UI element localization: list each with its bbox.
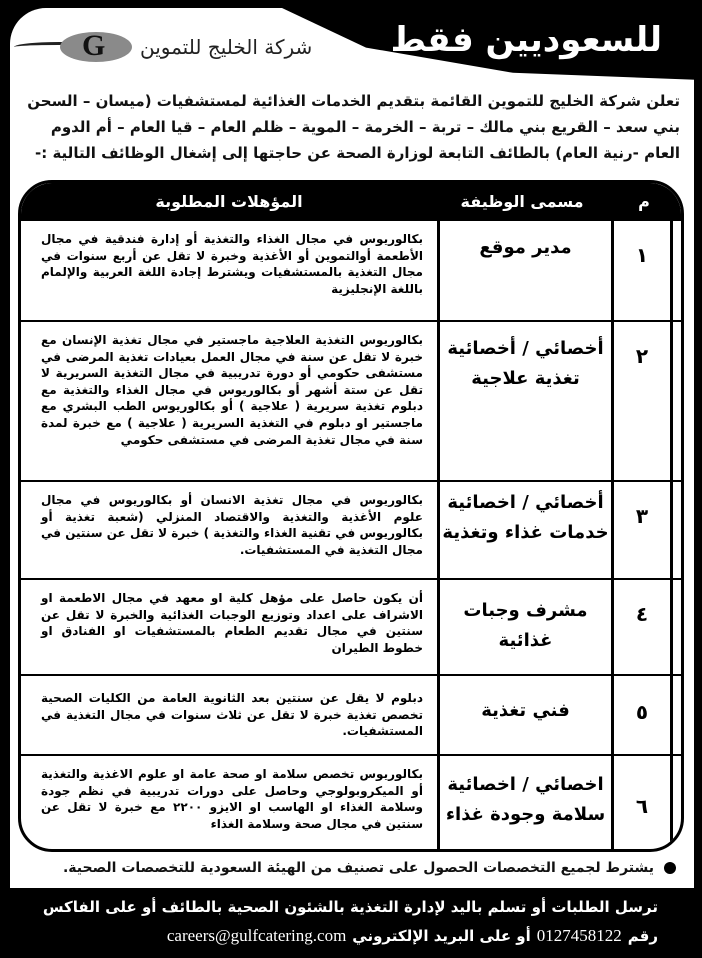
row-number: ٥ (611, 676, 673, 754)
job-title: أخصائي / اخصائية خدمات غذاء وتغذية (437, 482, 611, 578)
contact-line (167, 926, 658, 946)
job-qualifications: أن يكون حاصل على مؤهل كلية او معهد في مجال الاطعمة او الاشراف على اعداد وتوزيع الوجبات الغذائية والخبرة لا تقل عن سنتين في مجال تقديم الطعام بالمستشفيات او الفنادق او خطوط الطيران (41, 591, 423, 655)
header-number: م (638, 191, 650, 211)
job-qualifications: بكالوريوس في مجال تغذية الانسان أو بكالوريوس في مجال علوم الأغذية والتغذية والاقتصاد المنزلي (شعبة تغذية أو بكالوريوس في تقنية الغذاء والتغذية ) خبرة لا تقل عن سنتين في مجال التغذية في المستشفيات. (41, 493, 423, 557)
job-title: فني تغذية (437, 676, 611, 754)
table-row (21, 674, 681, 754)
email-link[interactable]: careers@gulfcatering.com (166, 926, 347, 945)
logo-g-icon: G (14, 30, 134, 64)
header-qualifications: المؤهلات المطلوبة (155, 191, 303, 211)
note-text: يشترط لجميع التخصصات الحصول على تصنيف من الهيئة السعودية للتخصصات الصحية. (62, 860, 654, 876)
job-qualifications: بكالوريوس التغذية العلاجية ماجستير في مجال تغذية الإنسان مع خبرة لا تقل عن سنة في مجال العمل بعيادات تغذية المرضى في مستشفى حكومي أو دورة تدريبية في مجال التغذية السريرية لا تقل عن ستة أشهر أو بكالوريوس في مجال الغذاء والتغذية مع دبلوم تغذية سريرية ( علاجية ) أو بكالوريوس الطب البشري مع ماجستير او دبلوم في التغذية السريرية ( علاجية ) مع خبرة لمدة سنة في مجال تغذية المرضى في مستشفى حكومي (41, 333, 423, 447)
table-row (21, 578, 681, 674)
job-title: مدير موقع (437, 221, 611, 320)
job-qualifications: بكالوريوس في مجال الغذاء والتغذية أو إدارة فندقية في مجال الأطعمة أوالتموين أو الأغذية وخبرة لا تقل عن أربع سنوات في مجال التغذية بالمستشفيات ويشترط إجادة اللغة العربية والإلمام باللغة الإنجليزية (41, 232, 423, 296)
header-job-title: مسمى الوظيفة (460, 191, 584, 211)
headline: للسعوديين فقط (390, 20, 662, 60)
table-row (21, 219, 681, 320)
job-title: أخصائي / أخصائية تغذية علاجية (437, 322, 611, 480)
fax-label: رقم (627, 927, 658, 945)
bullet-icon (664, 862, 676, 874)
table-row (21, 320, 681, 480)
row-number: ١ (611, 221, 673, 320)
company-name: شركة الخليج للتموين (140, 35, 313, 59)
contact-footer (0, 888, 702, 958)
submission-instructions: ترسل الطلبات أو تسلم باليد لإدارة التغذية بالشئون الصحية بالطائف أو على الفاكس (42, 898, 658, 916)
email-label: أو على البريد الإلكتروني (352, 927, 531, 945)
table-row (21, 754, 681, 852)
row-number: ٦ (611, 756, 673, 852)
requirement-note (63, 860, 676, 876)
row-number: ٤ (611, 580, 673, 674)
job-qualifications: دبلوم لا يقل عن سنتين بعد الثانوية العامة من الكليات الصحية تخصص تغذية خبرة لا تقل عن ثلاث سنوات في مجال التغذية في المستشفيات. (41, 691, 423, 739)
job-title: اخصائي / اخصائية سلامة وجودة غذاء (437, 756, 611, 852)
table-row (21, 480, 681, 578)
job-title: مشرف وجبات غذائية (437, 580, 611, 674)
fax-number: 0127458122 (536, 926, 622, 945)
company-logo (14, 30, 312, 64)
table-header (21, 183, 681, 219)
row-number: ٣ (611, 482, 673, 578)
row-number: ٢ (611, 322, 673, 480)
jobs-table (18, 180, 684, 852)
intro-paragraph: تعلن شركة الخليج للتموين القائمة بتقديم الخدمات الغذائية لمستشفيات (ميسان – السحن بني سعد – القريع بني مالك – تربة – الخرمة – الموية – ظلم العام – قيا العام – أم الدوم العام -رنية العام) بالطائف التابعة لوزارة الصحة عن حاجتها إلى إشغال الوظائف التالية :- (27, 92, 680, 162)
job-qualifications: بكالوريوس تخصص سلامة او صحة عامة او علوم الاغذية والتغذية أو الميكروبولوجي وحاصل على دورات تدريبية في نظم جودة وسلامة الغذاء او الهاسب او الايزو ٢٢٠٠ مع خبرة لا تقل عن سنتين في مجال صحة وسلامة الغذاء (41, 767, 424, 831)
